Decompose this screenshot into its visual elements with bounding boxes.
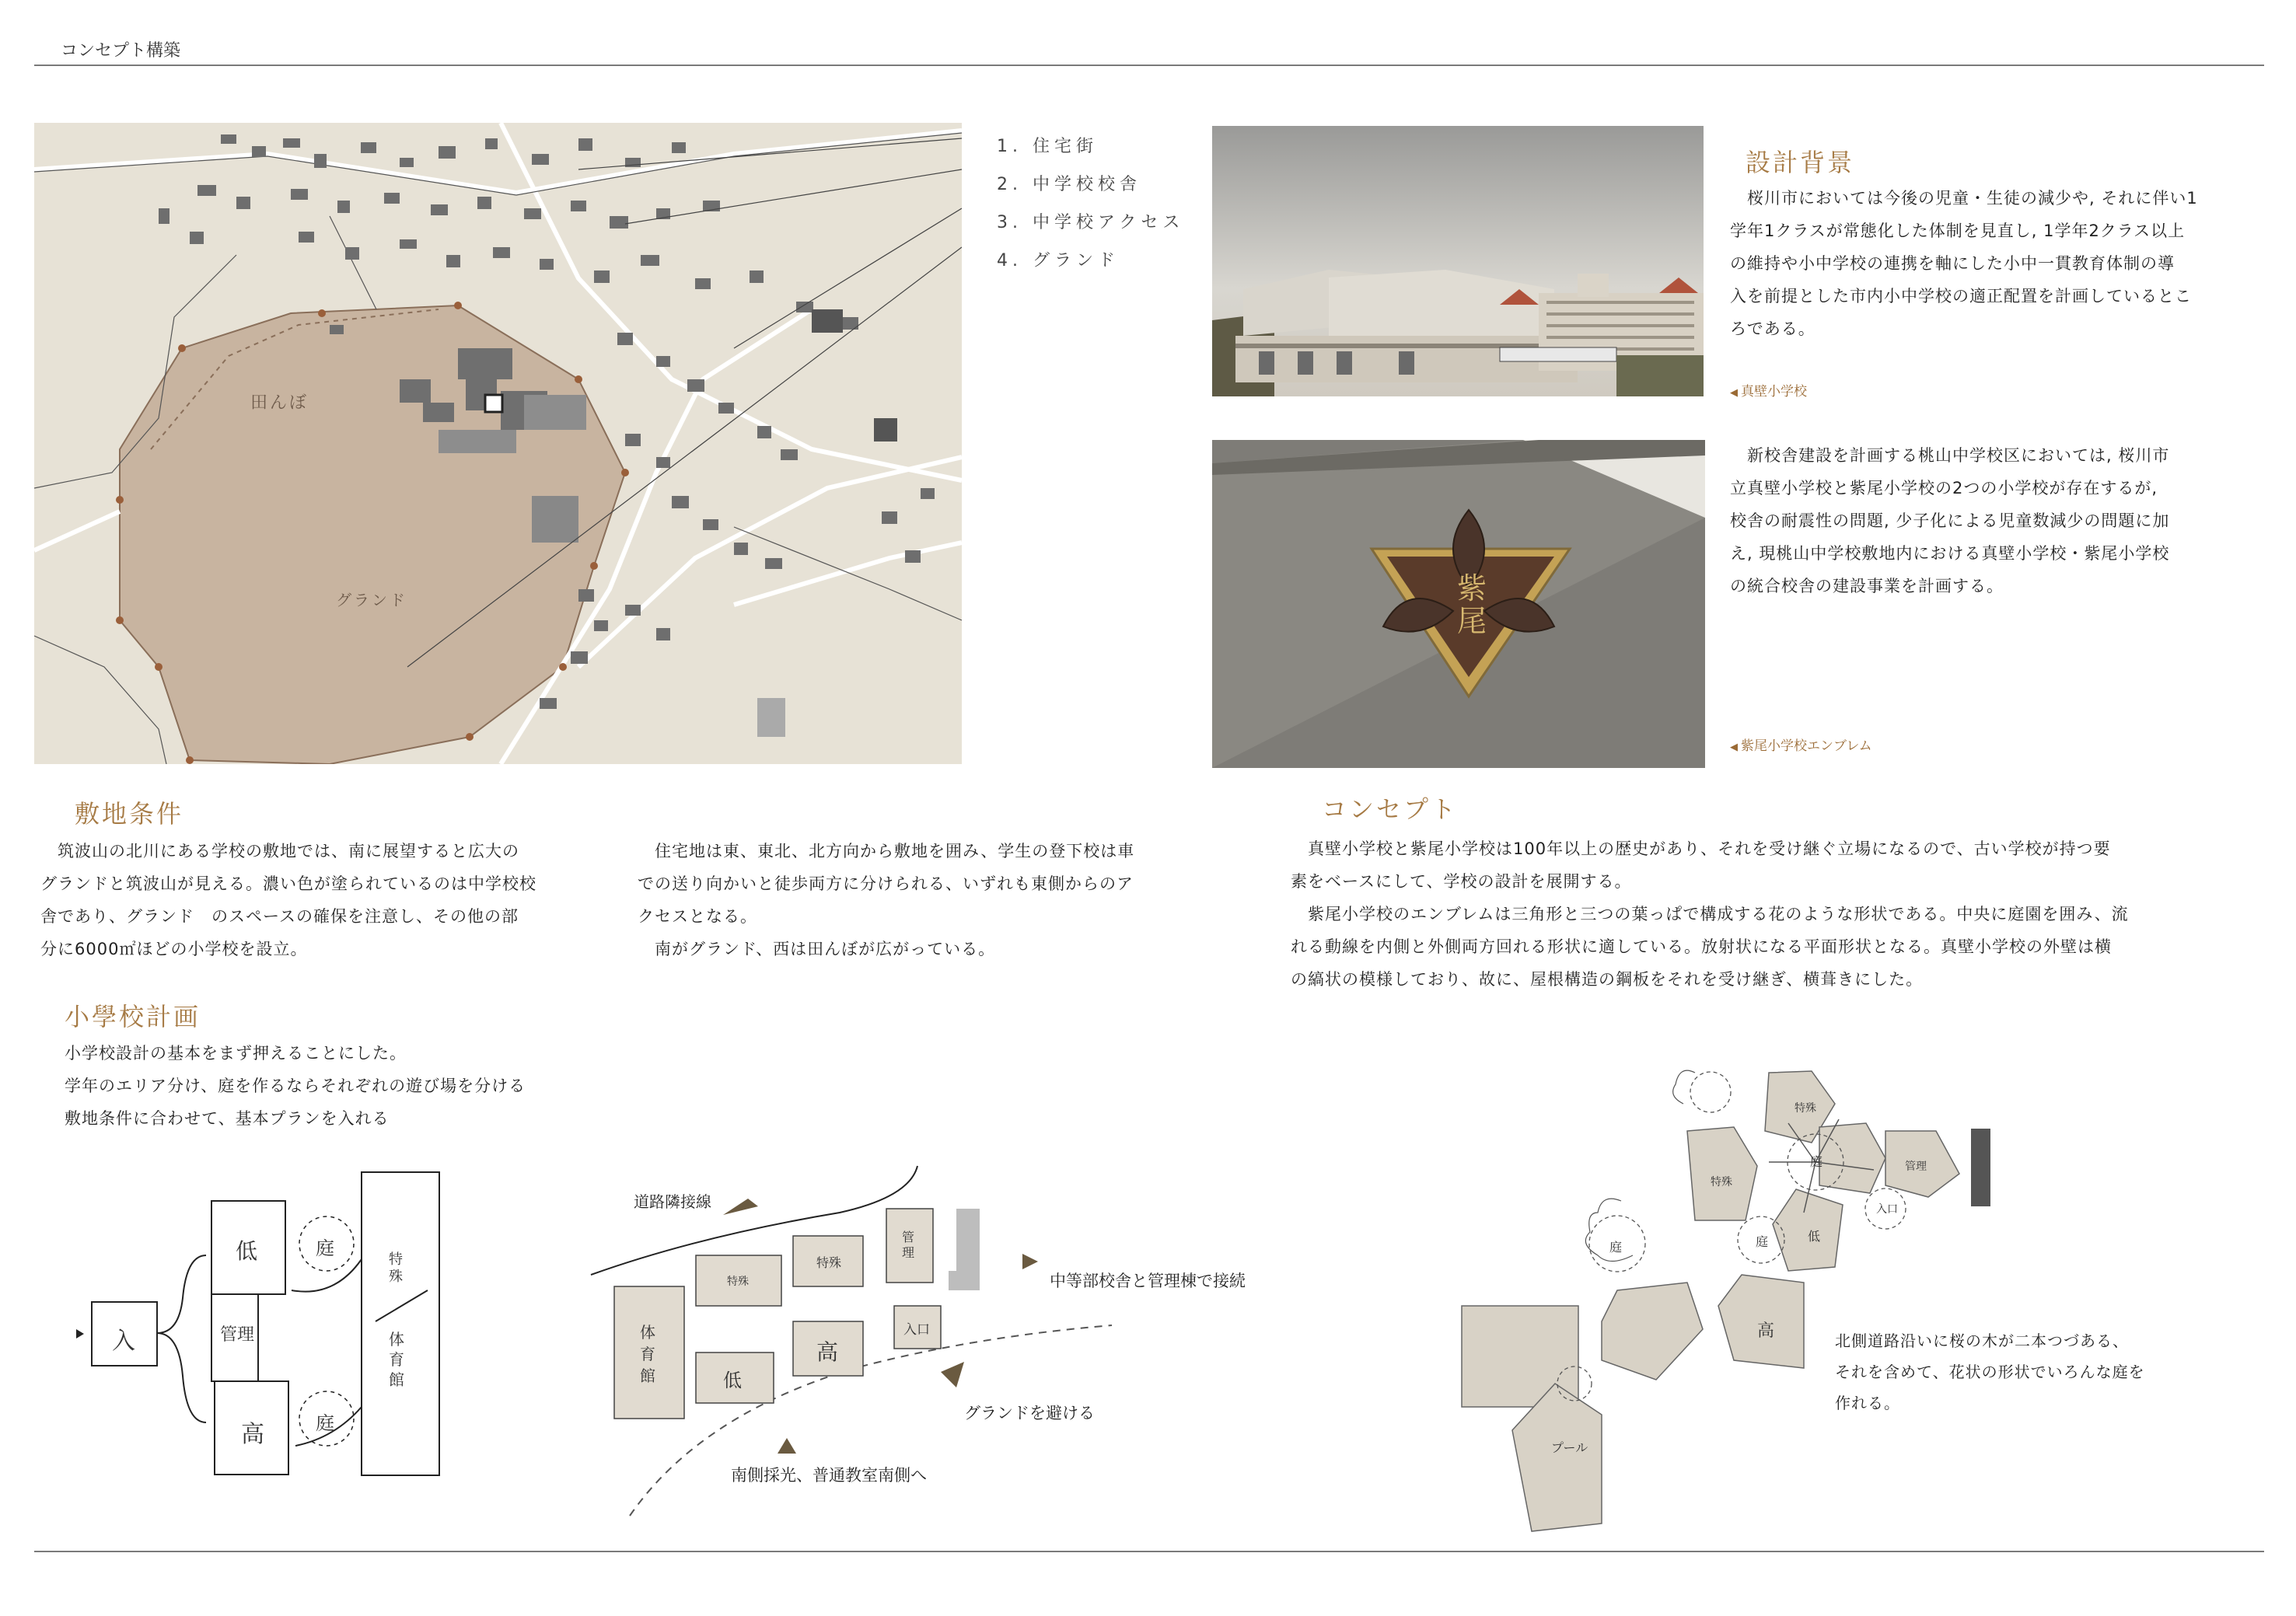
site-line: グランドと筑波山が見える。濃い色が塗られているのは中学校校 — [40, 874, 536, 893]
photo-caption-makabe: ◀ 真壁小学校 — [1730, 380, 1807, 400]
site-strategy-sketch — [583, 1158, 1283, 1531]
background-line: 学年1クラスが常態化した体制を見直し, 1学年2クラス以上 — [1730, 222, 2186, 240]
concept-line: 素をベースにして、学校の設計を展開する。 — [1291, 872, 1632, 891]
flower-plan-drawing — [1446, 1057, 1990, 1539]
makabe-school-photo — [1212, 126, 1704, 396]
shio-emblem-photo — [1212, 440, 1705, 768]
sketch2-admin: 管理 — [902, 1230, 915, 1260]
background-line: 校舎の耐震性の問題, 少子化による児童数減少の問題に加 — [1730, 511, 2170, 530]
sketch1-garden-bottom: 庭 — [316, 1412, 334, 1434]
sketch1-high: 高 — [241, 1421, 264, 1448]
site-text-col1 — [40, 835, 608, 965]
background-title: 設計背景 — [1746, 148, 1855, 177]
flower-label-admin: 管理 — [1905, 1161, 1927, 1173]
site-line: 住宅地は東、東北、北方向から敷地を囲み、学生の登下校は車 — [638, 842, 1135, 860]
concept-line: の縞状の模様しており、故に、屋根構造の鋼板をそれを受け継ぎ、横葺きにした。 — [1291, 970, 1924, 989]
background-line: の統合校舎の建設事業を計画する。 — [1730, 577, 2004, 595]
concept-line: 真壁小学校と紫尾小学校は100年以上の歴史があり、それを受け継ぐ立場になるので、古い学校が持つ要 — [1291, 839, 2111, 858]
background-line: の維持や小中学校の連携を軸にした小中一貫教育体制の導 — [1730, 254, 2175, 273]
plan-line: 敷地条件に合わせて、基本プランを入れる — [65, 1109, 390, 1128]
legend-item-1: 1. 住宅街 — [997, 137, 1098, 156]
background-text-2 — [1730, 439, 2243, 602]
map-label-rice-field: 田んぼ — [250, 393, 309, 413]
concept-note-line: それを含めて、花状の形状でいろんな庭を — [1835, 1363, 2145, 1381]
sketch1-special: 特殊 — [389, 1251, 403, 1285]
sketch2-low: 低 — [723, 1370, 742, 1391]
site-line: 筑波山の北川にある学校の敷地では、南に展望すると広大の — [40, 842, 519, 860]
zoning-sketch — [70, 1166, 459, 1492]
road-adjacent-label: 道路隣接線 — [634, 1192, 711, 1211]
site-line: クセスとなる。 — [638, 907, 757, 926]
concept-title: コンセプト — [1322, 794, 1459, 824]
plan-title: 小學校計画 — [65, 1002, 201, 1031]
legend-item-4: 4. グランド — [997, 251, 1120, 270]
header-rule — [34, 65, 2264, 66]
concept-text — [1291, 832, 2208, 996]
concept-line: 紫尾小学校のエンブレムは三角形と三つの葉っぱで構成する花のような形状である。中央に庭園を囲み、流 — [1291, 905, 2129, 923]
flower-label-pool: プール — [1551, 1440, 1588, 1455]
sketch2-gym: 体育館 — [640, 1323, 655, 1385]
plan-line: 学年のエリア分け、庭を作るならそれぞれの遊び場を分ける — [65, 1077, 526, 1095]
site-strategy-drawing — [583, 1158, 1283, 1531]
site-title: 敷地条件 — [75, 799, 184, 829]
flower-label-special: 特殊 — [1795, 1102, 1816, 1115]
concept-note-line: 作れる。 — [1835, 1394, 1900, 1412]
site-map-drawing — [34, 123, 962, 764]
background-line: 桜川市においては今後の児童・生徒の減少や, それに伴い1 — [1730, 189, 2198, 208]
plan-text — [65, 1037, 655, 1135]
flower-label-high: 高 — [1757, 1321, 1775, 1341]
legend-item-3: 3. 中学校アクセス — [997, 213, 1185, 232]
flower-label-low: 低 — [1808, 1229, 1821, 1244]
page-header-title: コンセプト構築 — [61, 41, 181, 61]
background-line: 入を前提とした市内小中学校の適正配置を計画しているとこ — [1730, 287, 2192, 305]
site-text-col2 — [638, 835, 1213, 965]
background-line: 立真壁小学校と紫尾小学校の2つの小学校が存在するが, — [1730, 479, 2158, 497]
site-line: 分に6000㎡ほどの小学校を設立。 — [40, 940, 308, 958]
concept-note-line: 北側道路沿いに桜の木が二本つづある、 — [1835, 1332, 2129, 1350]
map-legend — [997, 127, 1184, 280]
avoid-ground-label: グランドを避ける — [964, 1404, 1095, 1422]
plan-line: 小学校設計の基本をまず押えることにした。 — [65, 1044, 407, 1063]
emblem-text: 紫尾 — [1456, 571, 1487, 638]
sketch2-entrance: 入口 — [903, 1322, 930, 1338]
site-line: 南がグランド、西は田んぼが広がっている。 — [638, 940, 996, 958]
flower-plan-diagram — [1446, 1057, 1990, 1539]
flower-label-garden-west: 庭 — [1609, 1240, 1623, 1255]
school-building-illustration — [1212, 126, 1704, 396]
sketch1-admin: 管理 — [220, 1325, 255, 1345]
footer-rule — [34, 1551, 2264, 1552]
flower-label-entrance: 入口 — [1876, 1203, 1898, 1216]
concept-line: れる動線を内側と外側両方回れる形状に適している。放射状になる平面形状となる。真壁小学校の外壁は横 — [1291, 937, 2112, 956]
sketch2-special-2: 特殊 — [816, 1255, 842, 1270]
south-light-label: 南側採光、普通教室南側へ — [731, 1466, 927, 1485]
site-line: 舎であり、グランド のスペースの確保を注意し、その他の部 — [40, 907, 519, 926]
flower-label-center-garden: 庭 — [1810, 1154, 1823, 1169]
sketch1-entrance: 入 — [112, 1328, 135, 1355]
sketch1-low: 低 — [236, 1238, 258, 1264]
sketch1-gym: 体育館 — [389, 1330, 404, 1389]
site-line: での送り向かいと徒歩両方に分けられる、いずれも東側からのア — [638, 874, 1134, 893]
flower-label-special-2: 特殊 — [1711, 1176, 1732, 1188]
background-text — [1730, 182, 2243, 345]
sketch1-garden-top: 庭 — [316, 1237, 334, 1259]
flower-label-garden-south: 庭 — [1756, 1234, 1769, 1249]
legend-item-2: 2. 中学校校舎 — [997, 175, 1141, 194]
background-line: え, 現桃山中学校敷地内における真壁小学校・紫尾小学校 — [1730, 544, 2170, 563]
photo-caption-emblem: ◀ 紫尾小学校エンブレム — [1730, 735, 1872, 754]
connect-label: 中等部校舎と管理棟で接続 — [1050, 1272, 1246, 1290]
map-label-ground: グランド — [336, 591, 407, 609]
background-line: 新校舎建設を計画する桃山中学校区においては, 桜川市 — [1730, 446, 2170, 465]
concept-note — [1835, 1325, 2145, 1419]
site-map — [34, 123, 962, 764]
background-line: ろである。 — [1730, 319, 1815, 338]
sketch2-special-1: 特殊 — [727, 1276, 749, 1288]
sketch2-high: 高 — [816, 1339, 839, 1365]
